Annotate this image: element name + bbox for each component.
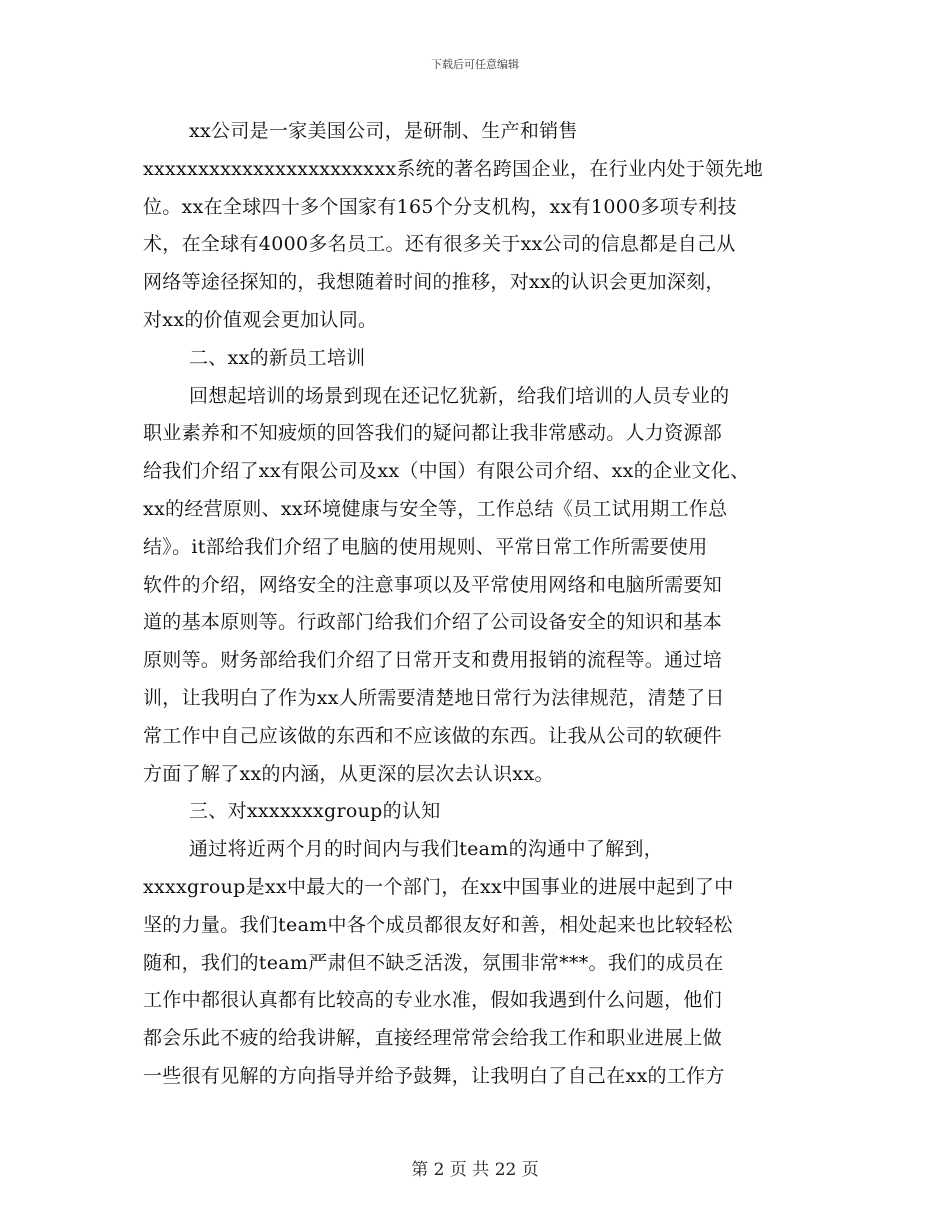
text-line: 网络等途径探知的，我想随着时间的推移，对xx的认识会更加深刻， <box>143 271 725 294</box>
text-line: 职业素养和不知疲烦的回答我们的疑问都让我非常感动。人力资源部 <box>143 422 723 445</box>
text-line: 给我们介绍了xx有限公司及xx（中国）有限公司介绍、xx的企业文化、 <box>143 460 750 483</box>
text-line: 对xx的价值观会更加认同。 <box>143 308 378 331</box>
text-line: xx的经营原则、xx环境健康与安全等，工作总结《员工试用期工作总 <box>143 497 728 520</box>
text-line: 通过将近两个月的时间内与我们team的沟通中了解到， <box>189 838 664 861</box>
text-line: 回想起培训的场景到现在还记忆犹新，给我们培训的人员专业的 <box>189 384 730 407</box>
text-line: 原则等。财务部给我们介绍了日常开支和费用报销的流程等。通过培 <box>143 649 723 672</box>
text-line: 常工作中自己应该做的东西和不应该做的东西。让我从公司的软硬件 <box>143 724 723 747</box>
text-line: 随和，我们的team严肃但不缺乏活泼，氛围非常***。我们的成员在 <box>143 951 724 974</box>
document-body <box>143 113 808 1096</box>
text-line: 一些很有见解的方向指导并给予鼓舞，让我明白了自己在xx的工作方 <box>143 1064 725 1087</box>
text-line: xxxxxxxxxxxxxxxxxxxxxxx系统的著名跨国企业，在行业内处于领先地 <box>143 157 764 180</box>
text-line: 术，在全球有4000多名员工。还有很多关于xx公司的信息都是自己从 <box>143 233 736 256</box>
text-line: 软件的介绍，网络安全的注意事项以及平常使用网络和电脑所需要知 <box>143 573 723 596</box>
text-line: 道的基本原则等。行政部门给我们介绍了公司设备安全的知识和基本 <box>143 611 723 634</box>
text-line: 结》。it部给我们介绍了电脑的使用规则、平常日常工作所需要使用 <box>143 535 708 558</box>
page-header-note: 下载后可任意编辑 <box>431 58 519 71</box>
text-line: xxxxgroup是xx中最大的一个部门，在xx中国事业的进展中起到了中 <box>143 875 734 898</box>
text-line: 训，让我明白了作为xx人所需要清楚地日常行为法律规范，清楚了日 <box>143 686 725 709</box>
text-line: 位。xx在全球四十多个国家有165个分支机构，xx有1000多项专利技 <box>143 195 737 218</box>
text-line: 都会乐此不疲的给我讲解，直接经理常常会给我工作和职业进展上做 <box>143 1027 723 1050</box>
text-line: 坚的力量。我们team中各个成员都很友好和善，相处起来也比较轻松 <box>143 913 733 936</box>
text-line: 三、对xxxxxxxgroup的认知 <box>189 800 441 823</box>
page-number-footer: 第 2 页 共 22 页 <box>411 1160 539 1180</box>
text-line: xx公司是一家美国公司，是研制、生产和销售 <box>189 120 578 142</box>
text-line: 二、xx的新员工培训 <box>189 346 366 369</box>
text-line: 工作中都很认真都有比较高的专业水准，假如我遇到什么问题，他们 <box>143 989 723 1012</box>
text-line: 方面了解了xx的内涵，从更深的层次去认识xx。 <box>143 762 554 785</box>
